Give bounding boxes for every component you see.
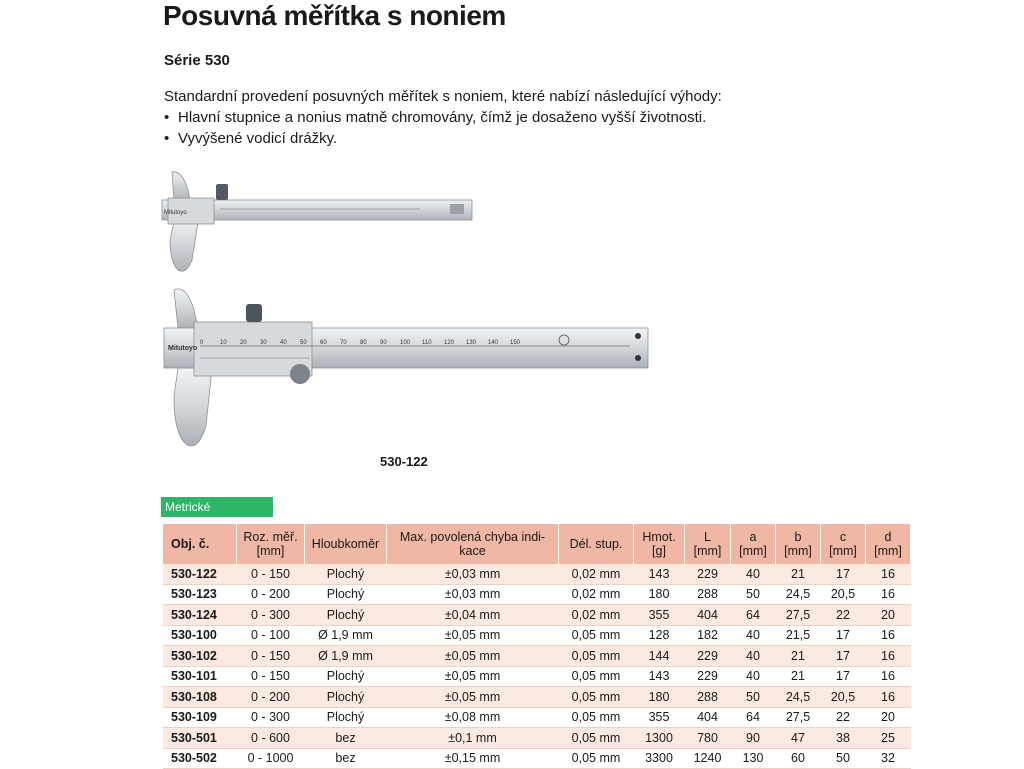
- scale-number: 10: [220, 340, 227, 346]
- table-body: [163, 564, 911, 769]
- table-cell: ±0,04 mm: [387, 605, 559, 626]
- table-cell: 780: [685, 728, 731, 749]
- order-number-cell: 530-102: [163, 646, 237, 667]
- table-cell: ±0,15 mm: [387, 748, 559, 769]
- table-cell: 0,05 mm: [559, 707, 634, 728]
- table-cell: 27,5: [776, 707, 821, 728]
- table-row: [163, 728, 911, 749]
- table-cell: 355: [634, 707, 685, 728]
- table-cell: 182: [685, 625, 731, 646]
- column-header-line: Hmot.: [642, 530, 676, 544]
- column-header-line: Hloubkoměr: [311, 537, 380, 551]
- column-header: [685, 524, 731, 564]
- table-header-row: [163, 524, 911, 564]
- table-cell: 0,05 mm: [559, 666, 634, 687]
- column-header: [776, 524, 821, 564]
- table-cell: 0 - 200: [237, 584, 305, 605]
- scale-number: 0: [200, 340, 204, 346]
- column-header: [387, 524, 559, 564]
- table-cell: ±0,05 mm: [387, 687, 559, 708]
- table-cell: 20,5: [821, 584, 866, 605]
- table-cell: Plochý: [305, 687, 387, 708]
- order-number-cell: 530-101: [163, 666, 237, 687]
- bullet-icon: •: [164, 130, 170, 147]
- table-cell: 20: [866, 707, 911, 728]
- table-cell: 0,02 mm: [559, 584, 634, 605]
- table-cell: 20,5: [821, 687, 866, 708]
- table-cell: 21,5: [776, 625, 821, 646]
- table-cell: Plochý: [305, 707, 387, 728]
- column-header: [163, 524, 237, 564]
- column-header: [821, 524, 866, 564]
- table-cell: 25: [866, 728, 911, 749]
- table-cell: Plochý: [305, 605, 387, 626]
- table-cell: 50: [731, 584, 776, 605]
- table-cell: 229: [685, 564, 731, 584]
- table-cell: Ø 1,9 mm: [305, 625, 387, 646]
- table-cell: 0 - 1000: [237, 748, 305, 769]
- scale-number: 40: [280, 340, 287, 346]
- table-cell: 21: [776, 564, 821, 584]
- order-number-cell: 530-108: [163, 687, 237, 708]
- table-cell: 143: [634, 564, 685, 584]
- column-header-line: Roz. měř.: [243, 530, 298, 544]
- intro-text: Standardní provedení posuvných měřítek s noniem, které nabízí následující výhody:: [164, 88, 722, 105]
- table-cell: 130: [731, 748, 776, 769]
- scale-number: 20: [240, 340, 247, 346]
- column-header-line: Max. povolená chyba indi-: [399, 530, 546, 544]
- table-cell: 288: [685, 687, 731, 708]
- table-cell: 90: [731, 728, 776, 749]
- column-header-line: [mm]: [874, 544, 902, 558]
- table-cell: 143: [634, 666, 685, 687]
- table-cell: 20: [866, 605, 911, 626]
- table-cell: ±0,03 mm: [387, 584, 559, 605]
- table-cell: 16: [866, 646, 911, 667]
- table-cell: 229: [685, 646, 731, 667]
- column-header-line: Obj. č.: [171, 537, 210, 551]
- column-header-line: d: [884, 530, 892, 544]
- caliper-large-image: [160, 286, 660, 452]
- scale-number: 100: [400, 340, 411, 346]
- table-cell: 16: [866, 564, 911, 584]
- table-row: [163, 605, 911, 626]
- order-number-cell: 530-501: [163, 728, 237, 749]
- scale-number: 50: [300, 340, 307, 346]
- table-cell: 50: [821, 748, 866, 769]
- column-header: [731, 524, 776, 564]
- table-cell: 60: [776, 748, 821, 769]
- table-cell: 17: [821, 646, 866, 667]
- bullet-icon: •: [164, 109, 170, 126]
- table-cell: 40: [731, 666, 776, 687]
- table-cell: Plochý: [305, 564, 387, 584]
- table-cell: 128: [634, 625, 685, 646]
- column-header: [866, 524, 911, 564]
- column-header-line: [mm]: [256, 544, 285, 558]
- table-row: [163, 584, 911, 605]
- column-header-line: [mm]: [739, 544, 767, 558]
- table-cell: 0,05 mm: [559, 625, 634, 646]
- column-header-line: [g]: [652, 544, 666, 558]
- table-row: [163, 625, 911, 646]
- table-cell: ±0,05 mm: [387, 646, 559, 667]
- table-cell: 288: [685, 584, 731, 605]
- column-header-line: kace: [459, 544, 486, 558]
- table-cell: 1300: [634, 728, 685, 749]
- scale-number: 140: [488, 340, 499, 346]
- table-cell: 40: [731, 564, 776, 584]
- table-cell: 24,5: [776, 687, 821, 708]
- brand-label: Mitutoyo: [164, 210, 187, 216]
- scale-number: 60: [320, 340, 327, 346]
- table-cell: 0 - 200: [237, 687, 305, 708]
- order-number-cell: 530-502: [163, 748, 237, 769]
- table-row: [163, 646, 911, 667]
- table-cell: 40: [731, 625, 776, 646]
- feature-list: [164, 107, 706, 149]
- table-cell: 17: [821, 666, 866, 687]
- order-number-cell: 530-109: [163, 707, 237, 728]
- column-header: [237, 524, 305, 564]
- table-row: [163, 687, 911, 708]
- column-header-line: c: [839, 530, 847, 544]
- table-cell: 144: [634, 646, 685, 667]
- scale-number: 120: [444, 340, 455, 346]
- table-cell: 50: [731, 687, 776, 708]
- metric-tag: Metrické: [161, 497, 273, 517]
- table-cell: 16: [866, 687, 911, 708]
- column-header-line: b: [794, 530, 802, 544]
- table-cell: ±0,1 mm: [387, 728, 559, 749]
- table-cell: 22: [821, 605, 866, 626]
- table-cell: 64: [731, 707, 776, 728]
- brand-label: Mitutoyo: [168, 345, 198, 352]
- order-number-cell: 530-100: [163, 625, 237, 646]
- table-cell: 24,5: [776, 584, 821, 605]
- scale-number: 30: [260, 340, 267, 346]
- table-cell: ±0,08 mm: [387, 707, 559, 728]
- table-cell: 16: [866, 584, 911, 605]
- table-cell: bez: [305, 748, 387, 769]
- table-cell: 0,05 mm: [559, 646, 634, 667]
- table-cell: 404: [685, 605, 731, 626]
- table-cell: 0,05 mm: [559, 687, 634, 708]
- scale-number: 80: [360, 340, 367, 346]
- feature-item: [164, 107, 706, 128]
- table-cell: ±0,05 mm: [387, 666, 559, 687]
- table-cell: 229: [685, 666, 731, 687]
- scale-number: 90: [380, 340, 387, 346]
- table-row: [163, 707, 911, 728]
- figure-caption: 530-122: [380, 454, 428, 469]
- table-cell: 0,05 mm: [559, 728, 634, 749]
- column-header: [305, 524, 387, 564]
- caliper-small-image: [160, 170, 480, 280]
- table-cell: 16: [866, 625, 911, 646]
- table-cell: ±0,05 mm: [387, 625, 559, 646]
- column-header-line: [mm]: [829, 544, 857, 558]
- table-cell: 0,05 mm: [559, 748, 634, 769]
- column-header-line: [mm]: [693, 544, 722, 558]
- table-cell: 64: [731, 605, 776, 626]
- table-cell: 38: [821, 728, 866, 749]
- table-cell: Plochý: [305, 584, 387, 605]
- table-cell: 21: [776, 646, 821, 667]
- column-header: [559, 524, 634, 564]
- table-cell: 22: [821, 707, 866, 728]
- table-cell: 3300: [634, 748, 685, 769]
- table-cell: 0 - 150: [237, 666, 305, 687]
- table-cell: 0 - 300: [237, 605, 305, 626]
- feature-item: [164, 128, 706, 149]
- table-cell: 0 - 100: [237, 625, 305, 646]
- table-cell: 17: [821, 564, 866, 584]
- scale-number: 130: [466, 340, 477, 346]
- table-cell: 0,02 mm: [559, 605, 634, 626]
- table-cell: 47: [776, 728, 821, 749]
- table-cell: 0 - 150: [237, 646, 305, 667]
- table-cell: bez: [305, 728, 387, 749]
- table-cell: 0 - 150: [237, 564, 305, 584]
- table-cell: 27,5: [776, 605, 821, 626]
- table-cell: 17: [821, 625, 866, 646]
- table-cell: ±0,03 mm: [387, 564, 559, 584]
- scale-number: 110: [422, 340, 432, 346]
- table-cell: 355: [634, 605, 685, 626]
- table-cell: 16: [866, 666, 911, 687]
- order-number-cell: 530-122: [163, 564, 237, 584]
- table-cell: Plochý: [305, 666, 387, 687]
- column-header-line: L: [704, 530, 711, 544]
- column-header-line: a: [749, 530, 757, 544]
- order-number-cell: 530-123: [163, 584, 237, 605]
- column-header-line: [mm]: [784, 544, 812, 558]
- table-row: [163, 666, 911, 687]
- table-cell: 0,02 mm: [559, 564, 634, 584]
- spec-table: [163, 524, 911, 769]
- order-number-cell: 530-124: [163, 605, 237, 626]
- table-cell: 1240: [685, 748, 731, 769]
- table-cell: 404: [685, 707, 731, 728]
- table-cell: 21: [776, 666, 821, 687]
- table-row: [163, 564, 911, 584]
- scale-number: 150: [510, 340, 521, 346]
- table-cell: 0 - 300: [237, 707, 305, 728]
- series-heading: Série 530: [164, 52, 230, 69]
- column-header-line: Dél. stup.: [569, 537, 623, 551]
- table-cell: 180: [634, 687, 685, 708]
- scale-number: 70: [340, 340, 347, 346]
- table-cell: Ø 1,9 mm: [305, 646, 387, 667]
- table-cell: 40: [731, 646, 776, 667]
- table-row: [163, 748, 911, 769]
- feature-text: Hlavní stupnice a nonius matně chromovány, čímž je dosaženo vyšší životnosti.: [178, 109, 707, 126]
- table-cell: 32: [866, 748, 911, 769]
- table-cell: 180: [634, 584, 685, 605]
- feature-text: Vyvýšené vodicí drážky.: [178, 130, 338, 147]
- column-header: [634, 524, 685, 564]
- page-title: Posuvná měřítka s noniem: [163, 0, 506, 31]
- table-cell: 0 - 600: [237, 728, 305, 749]
